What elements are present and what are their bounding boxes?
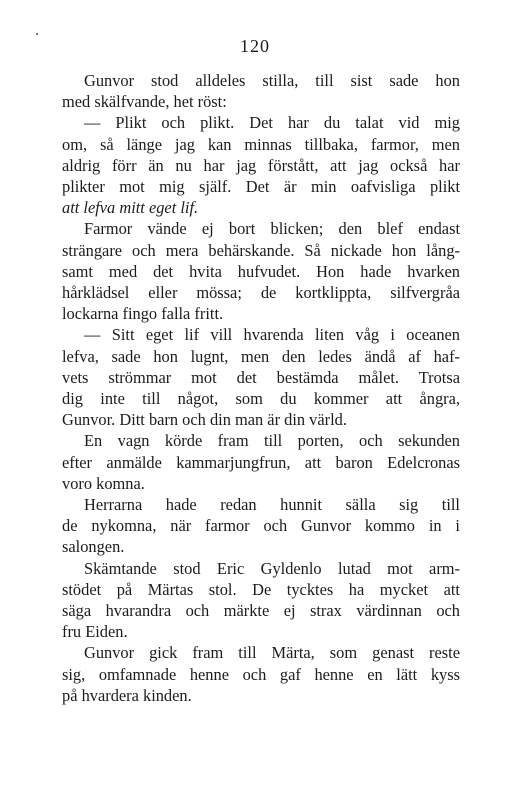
text-line: vets strömmar mot det bestämda målet. Trotsa xyxy=(62,367,460,387)
text-line: Herrarna hade redan hunnit sälla sig till xyxy=(84,495,460,515)
text-line: säga hvarandra och märkte ej strax värdinnan och xyxy=(62,601,460,621)
page-number: 120 xyxy=(240,36,270,56)
text-line: Skämtande stod Eric Gyldenlo lutad mot arm- xyxy=(84,558,460,578)
paragraph xyxy=(62,494,460,558)
text-line: dig inte till något, som du kommer att ångra, xyxy=(62,389,460,409)
text-line: med skälfvande, het röst: xyxy=(62,92,227,112)
text-line: att lefva mitt eget lif. xyxy=(62,198,199,218)
text-line: voro komna. xyxy=(62,473,145,493)
text-line: stödet på Märtas stol. De tycktes ha mycket att xyxy=(62,579,460,599)
text-line: salongen. xyxy=(62,537,125,557)
text-line: En vagn körde fram till porten, och sekunden xyxy=(84,431,460,451)
text-line: plikter mot mig själf. Det är min oafvisliga plikt xyxy=(62,177,460,197)
text-line: om, så länge jag kan minnas tillbaka, farmor, men xyxy=(62,134,460,154)
paragraph xyxy=(62,70,460,112)
text-line: lefva, sade hon lugnt, men den ledes ändå af haf- xyxy=(62,346,460,366)
print-speck xyxy=(36,33,38,35)
text-line: fru Eiden. xyxy=(62,622,128,642)
text-line: sig, omfamnade henne och gaf henne en lätt kyss xyxy=(62,664,460,684)
text-line: Farmor vände ej bort blicken; den blef endast xyxy=(84,219,460,239)
text-line: på hvardera kinden. xyxy=(62,685,192,705)
text-line: Gunvor. Ditt barn och din man är din värld. xyxy=(62,410,347,430)
text-line: — Plikt och plikt. Det har du talat vid mig xyxy=(84,113,460,133)
text-line: lockarna fingo falla fritt. xyxy=(62,304,224,324)
paragraph xyxy=(62,112,460,218)
text-line: aldrig förr än nu har jag förstått, att jag också har xyxy=(62,155,460,175)
body-text xyxy=(62,70,460,706)
paragraph xyxy=(62,642,460,706)
text-line: strängare och mera behärskande. Så nickade hon lång- xyxy=(62,240,460,260)
paragraph xyxy=(62,218,460,324)
paragraph xyxy=(62,558,460,643)
text-line: samt med det hvita hufvudet. Hon hade hvarken xyxy=(62,261,460,281)
text-line: efter anmälde kammarjungfrun, att baron Edelcronas xyxy=(62,452,460,472)
text-line: Gunvor gick fram till Märta, som genast reste xyxy=(84,643,460,663)
text-line: hårklädsel eller mössa; de kortklippta, silfvergråa xyxy=(62,283,460,303)
paragraph xyxy=(62,324,460,430)
paragraph xyxy=(62,430,460,494)
text-line: — Sitt eget lif vill hvarenda liten våg i oceanen xyxy=(84,325,460,345)
text-line: Gunvor stod alldeles stilla, till sist sade hon xyxy=(84,71,460,90)
text-line: de nykomna, när farmor och Gunvor kommo in i xyxy=(62,516,460,536)
